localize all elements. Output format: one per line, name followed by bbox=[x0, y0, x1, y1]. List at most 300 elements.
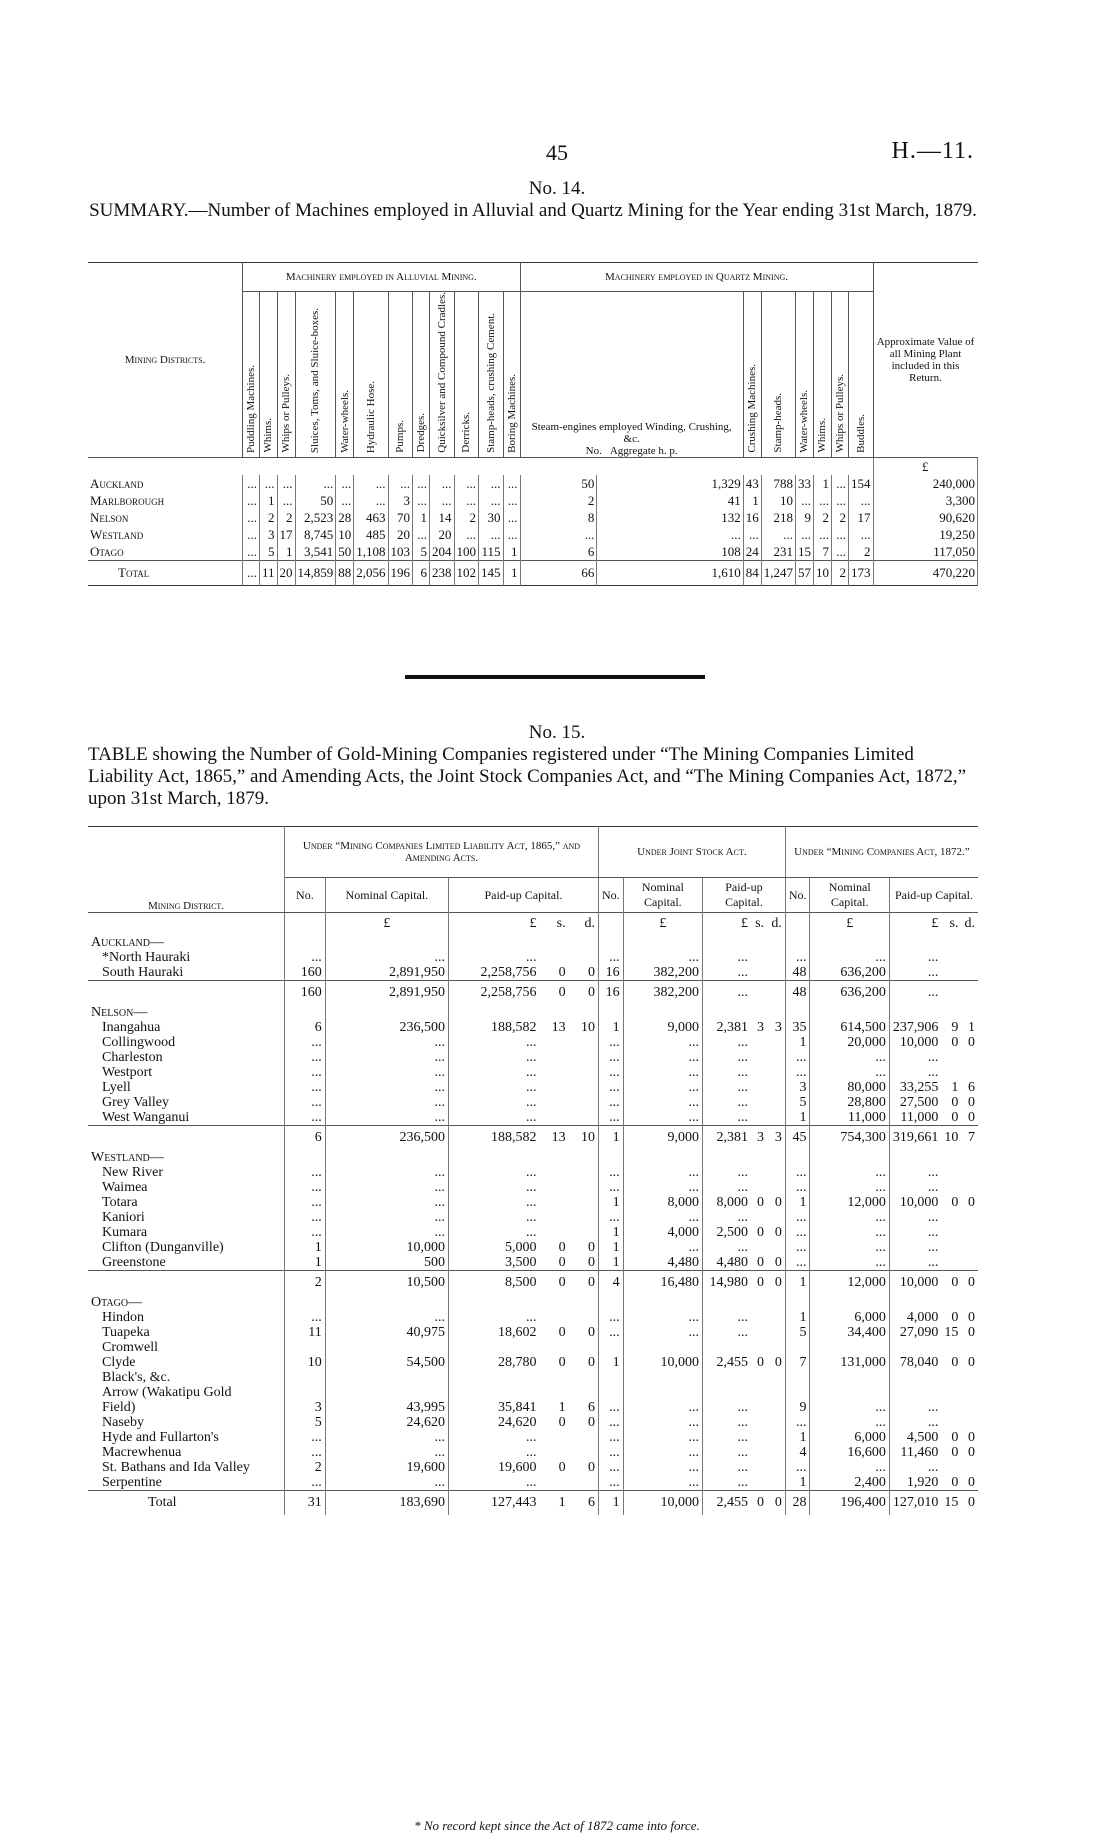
company-cell: 183,690 bbox=[325, 1490, 448, 1515]
company-cell bbox=[941, 935, 961, 950]
total-label: Total bbox=[88, 560, 243, 585]
company-cell: 0 bbox=[569, 1240, 599, 1255]
district-header: Mining Districts. bbox=[88, 263, 243, 458]
company-cell bbox=[751, 1325, 767, 1340]
company-cell: 2,891,950 bbox=[325, 980, 448, 1005]
company-cell: ... bbox=[623, 1110, 702, 1126]
summary-cell: 5 bbox=[413, 543, 430, 561]
summary-cell: ... bbox=[243, 543, 260, 561]
summary-cell: ... bbox=[243, 509, 260, 526]
company-cell: 0 bbox=[558, 1239, 566, 1255]
summary-cell: ... bbox=[503, 492, 520, 509]
company-cell: ... bbox=[737, 1179, 748, 1195]
company-cell: 13 bbox=[551, 1130, 566, 1145]
summary-cell: 24 bbox=[743, 543, 761, 561]
company-cell bbox=[941, 1050, 961, 1065]
total-cell: 66 bbox=[520, 560, 597, 585]
company-cell: 0 bbox=[767, 1255, 785, 1271]
company-cell: ... bbox=[927, 1179, 939, 1195]
company-cell bbox=[751, 1460, 767, 1475]
unit-pence: d. bbox=[767, 913, 785, 935]
unit-shilling: s. bbox=[755, 916, 765, 932]
quartz-col-header bbox=[743, 292, 761, 458]
company-cell: 2,381 bbox=[716, 1019, 748, 1035]
company-cell bbox=[539, 1005, 568, 1020]
summary-cell: 1 bbox=[503, 543, 520, 561]
total-cell: 57 bbox=[795, 560, 813, 585]
company-cell: 10,000 bbox=[623, 1355, 702, 1370]
company-cell: 160 bbox=[285, 980, 326, 1005]
company-cell: 43,995 bbox=[325, 1400, 448, 1415]
company-cell: 10,000 bbox=[899, 1275, 939, 1290]
company-cell: ... bbox=[927, 1399, 939, 1415]
company-cell: ... bbox=[285, 1065, 326, 1080]
company-cell: 1 bbox=[951, 1079, 959, 1095]
alluvial-col-header bbox=[277, 292, 295, 458]
company-cell bbox=[961, 1240, 978, 1255]
summary-cell: 2 bbox=[260, 509, 278, 526]
company-cell: ... bbox=[737, 1034, 748, 1050]
company-cell: 382,200 bbox=[623, 965, 702, 981]
company-cell: ... bbox=[598, 1080, 623, 1095]
company-cell bbox=[751, 1150, 767, 1165]
company-cell: 0 bbox=[951, 1094, 959, 1110]
company-cell: ... bbox=[325, 1080, 448, 1095]
district-row bbox=[88, 935, 978, 950]
alluvial-col-header bbox=[503, 292, 520, 458]
sub-no-header: No. bbox=[598, 878, 623, 913]
company-cell: ... bbox=[737, 1444, 748, 1460]
company-cell bbox=[889, 935, 941, 950]
company-cell: 6 bbox=[569, 1400, 599, 1415]
company-cell: 1,920 bbox=[906, 1474, 939, 1490]
company-cell: 3 bbox=[757, 1130, 765, 1145]
company-cell: 16,480 bbox=[623, 1270, 702, 1295]
summary-cell: ... bbox=[831, 475, 848, 492]
district-row bbox=[88, 1430, 978, 1445]
company-cell bbox=[751, 1210, 767, 1225]
company-cell bbox=[448, 1150, 539, 1165]
company-cell: 196,400 bbox=[810, 1490, 889, 1515]
unit-pence: d. bbox=[964, 916, 975, 932]
summary-cell: ... bbox=[243, 526, 260, 543]
company-cell: ... bbox=[623, 1400, 702, 1415]
district-name: *North Hauraki bbox=[88, 950, 285, 965]
company-cell: ... bbox=[525, 1209, 537, 1225]
district-row bbox=[88, 1415, 978, 1430]
company-cell bbox=[751, 1180, 767, 1195]
district-row bbox=[88, 1400, 978, 1415]
company-cell bbox=[623, 1150, 702, 1165]
total-cell: 6 bbox=[413, 560, 430, 585]
company-cell bbox=[941, 1370, 961, 1385]
company-cell: 0 bbox=[767, 1270, 785, 1295]
company-cell: ... bbox=[598, 1475, 623, 1491]
company-cell: 0 bbox=[558, 964, 566, 980]
company-cell: ... bbox=[785, 1225, 810, 1240]
district-name: Nelson bbox=[88, 509, 243, 526]
company-cell: 0 bbox=[951, 1309, 959, 1325]
company-cell: ... bbox=[737, 1209, 748, 1225]
company-cell: 8,000 bbox=[716, 1194, 748, 1210]
district-row bbox=[88, 1310, 978, 1325]
company-cell: 0 bbox=[951, 1034, 959, 1050]
company-cell bbox=[285, 1370, 326, 1385]
company-cell: 0 bbox=[767, 1225, 785, 1240]
summary-cell: ... bbox=[454, 492, 479, 509]
company-cell: ... bbox=[623, 1445, 702, 1460]
total-cell: 88 bbox=[336, 560, 354, 585]
district-name: Lyell bbox=[88, 1080, 285, 1095]
company-cell: ... bbox=[785, 1065, 810, 1080]
company-cell: ... bbox=[325, 1475, 448, 1491]
company-cell: ... bbox=[785, 1415, 810, 1430]
company-cell: ... bbox=[285, 1035, 326, 1050]
unit-spacer bbox=[785, 913, 810, 935]
company-cell bbox=[751, 1430, 767, 1445]
summary-cell: 1 bbox=[277, 543, 295, 561]
company-cell: 6 bbox=[285, 1020, 326, 1035]
sub-nominal-header: Nominal Capital. bbox=[325, 878, 448, 913]
district-name: Waimea bbox=[88, 1180, 285, 1195]
company-cell: 0 bbox=[968, 1429, 975, 1445]
company-cell: 16,600 bbox=[810, 1445, 889, 1460]
company-cell: ... bbox=[525, 1164, 537, 1180]
company-cell: 0 bbox=[757, 1354, 765, 1370]
district-name bbox=[88, 1270, 285, 1295]
company-cell bbox=[539, 1370, 568, 1385]
company-cell: 12,000 bbox=[810, 1195, 889, 1210]
company-cell: ... bbox=[785, 1255, 810, 1271]
company-cell bbox=[539, 1430, 568, 1445]
summary-cell: 50 bbox=[295, 492, 336, 509]
companies-district-header: Mining District. bbox=[88, 827, 285, 913]
company-cell bbox=[569, 1065, 599, 1080]
page-number: 45 bbox=[546, 140, 568, 165]
company-cell: ... bbox=[325, 1195, 448, 1210]
company-cell: ... bbox=[623, 1050, 702, 1065]
district-row bbox=[88, 1080, 978, 1095]
company-cell: 10 bbox=[569, 1125, 599, 1150]
summary-cell: ... bbox=[354, 475, 388, 492]
company-cell bbox=[941, 1460, 961, 1475]
company-cell bbox=[941, 1210, 961, 1225]
company-cell: ... bbox=[927, 1239, 939, 1255]
company-cell: 636,200 bbox=[810, 965, 889, 981]
company-cell bbox=[539, 950, 568, 965]
company-cell: 3 bbox=[785, 1080, 810, 1095]
company-cell bbox=[539, 1150, 568, 1165]
district-name bbox=[88, 1125, 285, 1150]
company-cell bbox=[598, 1385, 623, 1400]
company-cell: ... bbox=[785, 1240, 810, 1255]
summary-cell: 2 bbox=[520, 492, 597, 509]
company-cell: 10,000 bbox=[899, 1034, 939, 1050]
company-cell: 40,975 bbox=[325, 1325, 448, 1340]
summary-cell: 2 bbox=[277, 509, 295, 526]
district-row bbox=[88, 1460, 978, 1475]
company-cell: ... bbox=[285, 1050, 326, 1065]
company-cell bbox=[539, 1385, 568, 1400]
company-cell: 2,891,950 bbox=[325, 965, 448, 981]
company-cell bbox=[539, 1445, 568, 1460]
company-cell: ... bbox=[325, 1050, 448, 1065]
company-cell: 0 bbox=[569, 980, 599, 1005]
company-cell bbox=[961, 1400, 978, 1415]
total-cell: 238 bbox=[430, 560, 455, 585]
company-cell: ... bbox=[785, 950, 810, 965]
company-cell bbox=[941, 950, 961, 965]
district-name: New River bbox=[88, 1165, 285, 1180]
company-cell: ... bbox=[598, 1050, 623, 1065]
company-cell: 6,000 bbox=[810, 1430, 889, 1445]
company-cell: ... bbox=[598, 1165, 623, 1180]
company-cell bbox=[569, 1310, 599, 1325]
company-cell: ... bbox=[285, 1110, 326, 1126]
company-cell: 1 bbox=[968, 1019, 975, 1035]
quartz-col-label: Stamp-heads. bbox=[772, 393, 785, 453]
company-cell bbox=[325, 1150, 448, 1165]
company-cell: 0 bbox=[569, 1460, 599, 1475]
company-cell bbox=[785, 1340, 810, 1355]
district-row bbox=[88, 1195, 978, 1210]
alluvial-col-label: Stamp-heads, crushing Cement. bbox=[484, 312, 497, 453]
company-cell: ... bbox=[623, 1210, 702, 1225]
companies-table bbox=[88, 826, 978, 1515]
company-cell: 0 bbox=[558, 1254, 566, 1270]
company-cell: 2,500 bbox=[716, 1224, 748, 1240]
company-cell: 35,841 bbox=[497, 1399, 537, 1415]
summary-cell: ... bbox=[795, 526, 813, 543]
sub-paid-header: Paid-up Capital. bbox=[703, 878, 786, 913]
company-cell: 3 bbox=[767, 1020, 785, 1035]
companies-number: No. 15. bbox=[528, 722, 586, 743]
unit-spacer bbox=[285, 913, 326, 935]
company-cell bbox=[767, 1150, 785, 1165]
summary-number: No. 14. bbox=[528, 178, 586, 199]
summary-cell: ... bbox=[260, 475, 278, 492]
district-name: Clifton (Dunganville) bbox=[88, 1240, 285, 1255]
company-cell: ... bbox=[598, 1180, 623, 1195]
company-cell: ... bbox=[623, 1035, 702, 1050]
company-cell bbox=[941, 980, 961, 1005]
company-cell bbox=[767, 1240, 785, 1255]
company-cell: ... bbox=[525, 1064, 537, 1080]
alluvial-col-label: Sluices, Toms, and Sluice-boxes. bbox=[309, 307, 322, 453]
companies-title: TABLE showing the Number of Gold-Mining Companies registered under “The Mining Companies Limited Liability Act, 1865,” and Amending Acts, the Joint Stock Companies Act, and “The Mining Companies Act, 1872,” upon 31st March, 1879. bbox=[88, 744, 967, 809]
company-cell bbox=[751, 980, 767, 1005]
group-1865-header: Under “Mining Companies Limited Liability Act, 1865,” and Amending Acts. bbox=[285, 827, 599, 878]
total-cell: 14,859 bbox=[295, 560, 336, 585]
company-cell: ... bbox=[785, 1210, 810, 1225]
company-cell bbox=[767, 1080, 785, 1095]
subtotal-row bbox=[88, 980, 978, 1005]
company-cell: 12,000 bbox=[810, 1270, 889, 1295]
company-cell: ... bbox=[325, 1310, 448, 1325]
company-cell bbox=[448, 1370, 539, 1385]
company-cell bbox=[751, 1080, 767, 1095]
company-cell: 0 bbox=[968, 1474, 975, 1490]
company-cell: 1 bbox=[785, 1310, 810, 1325]
company-cell bbox=[539, 1035, 568, 1050]
company-cell bbox=[569, 1005, 599, 1020]
company-cell: ... bbox=[927, 1414, 939, 1430]
summary-cell: 8,745 bbox=[295, 526, 336, 543]
total-cell: 173 bbox=[848, 560, 873, 585]
company-cell bbox=[325, 1005, 448, 1020]
company-cell: 0 bbox=[968, 1354, 975, 1370]
summary-cell: 1,329 bbox=[597, 475, 743, 492]
company-cell bbox=[751, 1005, 767, 1020]
company-cell: ... bbox=[285, 1210, 326, 1225]
company-cell bbox=[539, 1225, 568, 1240]
company-cell: ... bbox=[737, 1109, 748, 1125]
company-cell: 6 bbox=[569, 1490, 599, 1515]
summary-cell: ... bbox=[479, 492, 504, 509]
company-cell bbox=[941, 1295, 961, 1310]
quartz-group-header: Machinery employed in Quartz Mining. bbox=[520, 263, 873, 292]
company-cell: ... bbox=[737, 964, 748, 980]
company-cell bbox=[325, 935, 448, 950]
company-cell: 9,000 bbox=[623, 1020, 702, 1035]
company-cell bbox=[785, 1385, 810, 1400]
summary-cell: 240,000 bbox=[873, 475, 978, 492]
company-cell bbox=[941, 965, 961, 981]
company-cell: ... bbox=[785, 1180, 810, 1195]
summary-cell: ... bbox=[597, 526, 743, 543]
summary-cell: 41 bbox=[597, 492, 743, 509]
company-cell: 24,620 bbox=[497, 1414, 537, 1430]
company-cell: 1 bbox=[598, 1240, 623, 1255]
company-cell: 1 bbox=[598, 1490, 623, 1515]
company-cell: 0 bbox=[569, 1270, 599, 1295]
company-cell bbox=[767, 1180, 785, 1195]
company-cell: 0 bbox=[968, 1444, 975, 1460]
company-cell: 2,455 bbox=[716, 1495, 748, 1510]
company-cell bbox=[941, 1415, 961, 1430]
summary-cell: 50 bbox=[520, 475, 597, 492]
company-cell: ... bbox=[737, 1399, 748, 1415]
company-cell bbox=[569, 1385, 599, 1400]
company-cell bbox=[767, 1460, 785, 1475]
total-cell: 2,056 bbox=[354, 560, 388, 585]
company-cell bbox=[810, 935, 889, 950]
company-cell bbox=[751, 1165, 767, 1180]
summary-cell: 90,620 bbox=[873, 509, 978, 526]
company-cell: ... bbox=[737, 1049, 748, 1065]
summary-cell: 3 bbox=[388, 492, 413, 509]
company-cell bbox=[810, 1340, 889, 1355]
company-cell bbox=[539, 1095, 568, 1110]
district-row bbox=[88, 965, 978, 981]
company-cell: ... bbox=[325, 1165, 448, 1180]
summary-cell: 204 bbox=[430, 543, 455, 561]
company-cell: 28,800 bbox=[810, 1095, 889, 1110]
company-cell bbox=[751, 1240, 767, 1255]
summary-cell: ... bbox=[503, 509, 520, 526]
company-cell bbox=[941, 1385, 961, 1400]
district-name: South Hauraki bbox=[88, 965, 285, 981]
company-cell: 13 bbox=[551, 1019, 566, 1035]
district-row bbox=[88, 1065, 978, 1080]
company-cell: 236,500 bbox=[325, 1020, 448, 1035]
district-row bbox=[88, 1180, 978, 1195]
company-cell: 1 bbox=[285, 1255, 326, 1271]
company-cell: 0 bbox=[968, 1094, 975, 1110]
company-cell: ... bbox=[325, 1445, 448, 1460]
company-cell: ... bbox=[623, 950, 702, 965]
company-cell: 78,040 bbox=[899, 1354, 939, 1370]
company-cell: ... bbox=[525, 1474, 537, 1490]
company-cell bbox=[598, 1370, 623, 1385]
company-cell bbox=[569, 1050, 599, 1065]
company-cell: 127,443 bbox=[490, 1495, 537, 1510]
company-cell bbox=[961, 1210, 978, 1225]
company-cell: ... bbox=[927, 1049, 939, 1065]
company-cell: 2,400 bbox=[810, 1475, 889, 1491]
summary-cell: 3,300 bbox=[873, 492, 978, 509]
company-cell bbox=[941, 1225, 961, 1240]
quartz-col-header bbox=[848, 292, 873, 458]
alluvial-col-label: Derricks. bbox=[460, 412, 473, 453]
company-cell: 10,000 bbox=[325, 1240, 448, 1255]
summary-cell: ... bbox=[503, 475, 520, 492]
company-cell: 3 bbox=[767, 1125, 785, 1150]
company-cell bbox=[767, 1295, 785, 1310]
company-cell: 8,000 bbox=[623, 1195, 702, 1210]
company-cell bbox=[569, 1180, 599, 1195]
company-cell: ... bbox=[285, 1430, 326, 1445]
company-cell: ... bbox=[525, 1049, 537, 1065]
company-cell: ... bbox=[598, 1110, 623, 1126]
company-cell bbox=[285, 935, 326, 950]
company-cell: 2 bbox=[285, 1270, 326, 1295]
district-name: Hindon bbox=[88, 1310, 285, 1325]
summary-cell: ... bbox=[795, 492, 813, 509]
company-cell: ... bbox=[737, 1164, 748, 1180]
summary-cell: ... bbox=[354, 492, 388, 509]
company-cell bbox=[941, 1150, 961, 1165]
company-cell: 0 bbox=[569, 1355, 599, 1370]
company-cell: 10,500 bbox=[325, 1270, 448, 1295]
company-cell bbox=[767, 950, 785, 965]
summary-cell: 108 bbox=[597, 543, 743, 561]
company-cell: ... bbox=[623, 1415, 702, 1430]
quartz-col-header bbox=[795, 292, 813, 458]
company-cell: ... bbox=[927, 1224, 939, 1240]
district-name: Black's, &c. bbox=[88, 1370, 285, 1385]
company-cell bbox=[941, 1065, 961, 1080]
quartz-col-label: Buddles. bbox=[854, 413, 867, 453]
company-cell: ... bbox=[810, 1460, 889, 1475]
company-cell bbox=[598, 1150, 623, 1165]
summary-cell: 28 bbox=[336, 509, 354, 526]
company-cell: 10,000 bbox=[899, 1194, 939, 1210]
company-cell: 5 bbox=[785, 1095, 810, 1110]
summary-cell: 154 bbox=[848, 475, 873, 492]
company-cell bbox=[539, 1080, 568, 1095]
company-cell bbox=[810, 1150, 889, 1165]
district-name: Cromwell bbox=[88, 1340, 285, 1355]
company-cell: ... bbox=[810, 1240, 889, 1255]
company-cell: 4 bbox=[785, 1445, 810, 1460]
company-cell: ... bbox=[598, 1310, 623, 1325]
company-cell bbox=[539, 1110, 568, 1126]
company-cell bbox=[598, 1295, 623, 1310]
company-cell bbox=[889, 1370, 941, 1385]
company-cell bbox=[751, 1475, 767, 1491]
company-cell: 1 bbox=[285, 1240, 326, 1255]
